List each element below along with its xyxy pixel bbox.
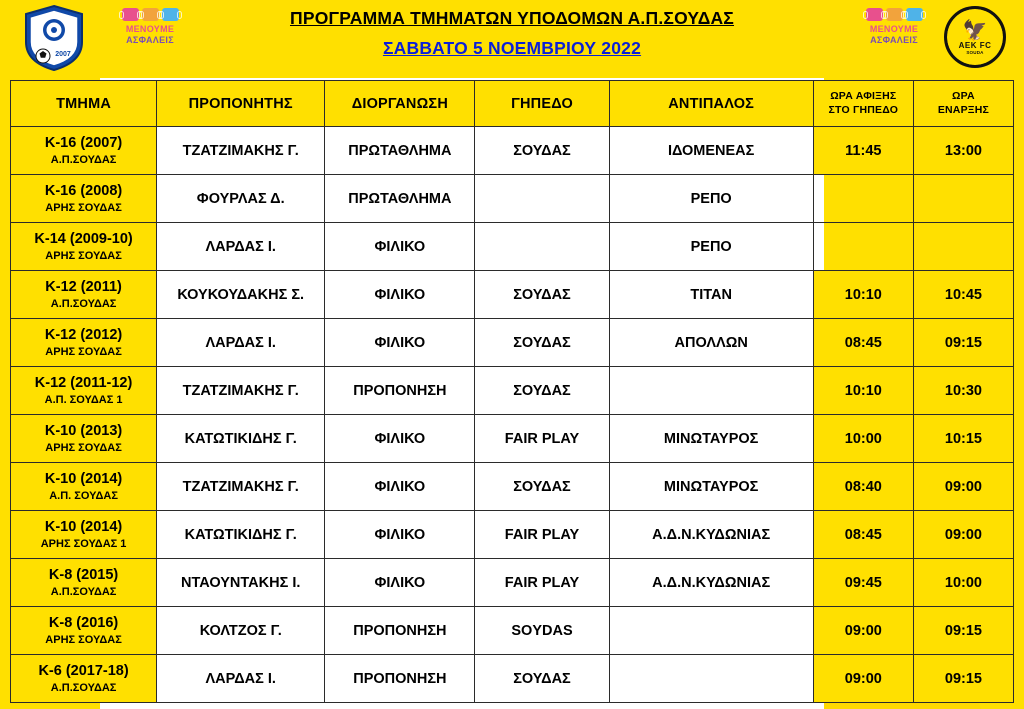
cell-team — [11, 607, 157, 655]
team-name-line2: Α.Π. ΣΟΥΔΑΣ 1 — [44, 393, 123, 406]
cell-opponent: ΜΙΝΩΤΑΥΡΟΣ — [609, 463, 813, 511]
cell-opponent — [609, 367, 813, 415]
mask-icon-pink — [122, 8, 139, 21]
cell-opponent: ΙΔΟΜΕΝΕΑΣ — [609, 127, 813, 175]
club-logo-right — [944, 6, 1008, 70]
column-header-coach: ΠΡΟΠΟΝΗΤΗΣ — [157, 81, 325, 127]
cell-arrival-time: 09:00 — [813, 655, 913, 703]
cell-field: ΣΟΥΔΑΣ — [475, 319, 609, 367]
team-name-line1: Κ-6 (2017-18) — [38, 662, 129, 679]
stay-safe-right-line2: ΑΣΦΑΛΕΙΣ — [870, 35, 918, 46]
page-subtitle-date: ΣΑΒΒΑΤΟ 5 ΝΟΕΜΒΡΙΟΥ 2022 — [382, 38, 642, 58]
cell-arrival-time: 09:45 — [813, 559, 913, 607]
cell-coach: ΦΟΥΡΛΑΣ Δ. — [157, 175, 325, 223]
cell-team — [11, 367, 157, 415]
cell-start-time: 09:15 — [913, 319, 1013, 367]
cell-opponent — [609, 655, 813, 703]
cell-coach: ΝΤΑΟΥΝΤΑΚΗΣ Ι. — [157, 559, 325, 607]
cell-start-time: 10:45 — [913, 271, 1013, 319]
eagle-icon: 🦅 — [962, 20, 988, 42]
team-name-line2: ΑΡΗΣ ΣΟΥΔΑΣ — [45, 633, 122, 646]
team-name-line2: ΑΡΗΣ ΣΟΥΔΑΣ 1 — [40, 537, 127, 550]
column-header-competition: ΔΙΟΡΓΑΝΩΣΗ — [325, 81, 475, 127]
cell-competition: ΠΡΩΤΑΘΛΗΜΑ — [325, 175, 475, 223]
column-header-start-time — [913, 81, 1013, 127]
column-header-arrival-line2: ΣΤΟ ΓΗΠΕΔΟ — [828, 103, 899, 116]
team-name-line1: Κ-16 (2008) — [44, 182, 123, 199]
cell-arrival-time: 08:45 — [813, 319, 913, 367]
cell-start-time: 09:15 — [913, 655, 1013, 703]
stay-safe-left-line1: ΜΕΝΟΥΜΕ — [125, 24, 175, 34]
team-name-line1: Κ-8 (2015) — [48, 566, 119, 583]
cell-arrival-time: 08:45 — [813, 511, 913, 559]
cell-field: ΣΟΥΔΑΣ — [475, 463, 609, 511]
team-name-line1: Κ-14 (2009-10) — [34, 230, 133, 247]
mask-icon-orange-right — [886, 8, 903, 21]
cell-field: ΣΟΥΔΑΣ — [475, 367, 609, 415]
table-row — [11, 271, 1014, 319]
cell-competition: ΠΡΟΠΟΝΗΣΗ — [325, 367, 475, 415]
poster-title-block — [200, 8, 824, 59]
soudas-crest-icon — [22, 4, 86, 72]
cell-field: ΣΟΥΔΑΣ — [475, 271, 609, 319]
cell-coach: ΚΑΤΩΤΙΚΙΔΗΣ Γ. — [157, 415, 325, 463]
table-row — [11, 559, 1014, 607]
cell-competition: ΦΙΛΙΚΟ — [325, 415, 475, 463]
mask-icon-blue — [162, 8, 179, 21]
cell-field: FAIR PLAY — [475, 559, 609, 607]
team-name-line2: Α.Π. ΣΟΥΔΑΣ — [49, 489, 118, 502]
aek-logo-subtext: SOUDA — [966, 50, 984, 55]
cell-field: FAIR PLAY — [475, 415, 609, 463]
cell-coach: ΚΟΥΚΟΥΔΑΚΗΣ Σ. — [157, 271, 325, 319]
table-row — [11, 175, 1014, 223]
cell-coach: ΤΖΑΤΖΙΜΑΚΗΣ Γ. — [157, 367, 325, 415]
cell-team — [11, 223, 157, 271]
aek-crest-icon — [944, 6, 1006, 68]
mask-icon-pink-right — [866, 8, 883, 21]
mask-icons-left — [108, 8, 192, 21]
cell-team — [11, 319, 157, 367]
column-header-team: ΤΜΗΜΑ — [11, 81, 157, 127]
cell-team — [11, 175, 157, 223]
cell-opponent: ΡΕΠΟ — [609, 223, 813, 271]
cell-competition: ΠΡΩΤΑΘΛΗΜΑ — [325, 127, 475, 175]
poster-header — [0, 0, 1024, 78]
team-name-line2: Α.Π.ΣΟΥΔΑΣ — [50, 681, 117, 694]
schedule-table-container — [10, 80, 1014, 703]
column-header-opponent: ΑΝΤΙΠΑΛΟΣ — [609, 81, 813, 127]
cell-field — [475, 175, 609, 223]
team-name-line2: ΑΡΗΣ ΣΟΥΔΑΣ — [45, 345, 122, 358]
cell-start-time — [913, 175, 1013, 223]
cell-start-time: 10:30 — [913, 367, 1013, 415]
column-header-arrival-line1: ΩΡΑ ΑΦΙΞΗΣ — [830, 90, 897, 103]
cell-opponent: Α.Δ.Ν.ΚΥΔΩΝΙΑΣ — [609, 559, 813, 607]
cell-start-time: 09:00 — [913, 511, 1013, 559]
cell-field: ΣΟΥΔΑΣ — [475, 127, 609, 175]
cell-competition: ΠΡΟΠΟΝΗΣΗ — [325, 655, 475, 703]
cell-coach: ΛΑΡΔΑΣ Ι. — [157, 655, 325, 703]
svg-text:2007: 2007 — [55, 51, 71, 58]
cell-opponent: ΡΕΠΟ — [609, 175, 813, 223]
cell-start-time: 09:00 — [913, 463, 1013, 511]
table-header — [11, 81, 1014, 127]
cell-team — [11, 415, 157, 463]
team-name-line2: ΑΡΗΣ ΣΟΥΔΑΣ — [45, 249, 122, 262]
cell-arrival-time: 10:00 — [813, 415, 913, 463]
cell-coach: ΚΟΛΤΖΟΣ Γ. — [157, 607, 325, 655]
table-row — [11, 607, 1014, 655]
column-header-arrival-time — [813, 81, 913, 127]
cell-competition: ΦΙΛΙΚΟ — [325, 463, 475, 511]
cell-coach: ΤΖΑΤΖΙΜΑΚΗΣ Γ. — [157, 463, 325, 511]
cell-start-time: 10:00 — [913, 559, 1013, 607]
cell-team — [11, 511, 157, 559]
team-name-line1: Κ-12 (2011) — [45, 278, 122, 295]
cell-competition: ΦΙΛΙΚΟ — [325, 223, 475, 271]
stay-safe-left-line2: ΑΣΦΑΛΕΙΣ — [126, 35, 174, 46]
team-name-line1: Κ-10 (2014) — [44, 470, 123, 487]
cell-start-time: 13:00 — [913, 127, 1013, 175]
cell-arrival-time — [813, 223, 913, 271]
cell-competition: ΦΙΛΙΚΟ — [325, 319, 475, 367]
cell-opponent — [609, 607, 813, 655]
column-header-field: ΓΗΠΕΔΟ — [475, 81, 609, 127]
team-name-line1: Κ-16 (2007) — [44, 134, 123, 151]
column-header-start-line1: ΩΡΑ — [952, 90, 975, 103]
team-name-line2: Α.Π.ΣΟΥΔΑΣ — [50, 585, 117, 598]
column-header-start-line2: ΕΝΑΡΞΗΣ — [937, 103, 990, 116]
mask-icon-orange — [142, 8, 159, 21]
cell-opponent: TITAN — [609, 271, 813, 319]
cell-start-time: 09:15 — [913, 607, 1013, 655]
cell-team — [11, 271, 157, 319]
team-name-line1: Κ-12 (2012) — [44, 326, 123, 343]
cell-coach: ΛΑΡΔΑΣ Ι. — [157, 319, 325, 367]
cell-coach: ΤΖΑΤΖΙΜΑΚΗΣ Γ. — [157, 127, 325, 175]
table-row — [11, 511, 1014, 559]
cell-opponent: ΑΠΟΛΛΩΝ — [609, 319, 813, 367]
table-row — [11, 319, 1014, 367]
cell-field: ΣΟΥΔΑΣ — [475, 655, 609, 703]
cell-team — [11, 559, 157, 607]
club-logo-left — [22, 4, 90, 74]
team-name-line1: Κ-10 (2013) — [44, 422, 123, 439]
table-row — [11, 223, 1014, 271]
cell-competition: ΦΙΛΙΚΟ — [325, 271, 475, 319]
table-row — [11, 127, 1014, 175]
cell-field: FAIR PLAY — [475, 511, 609, 559]
table-header-row — [11, 81, 1014, 127]
stay-safe-badge-right — [852, 8, 936, 47]
stay-safe-right-line1: ΜΕΝΟΥΜΕ — [869, 24, 919, 34]
mask-icons-right — [852, 8, 936, 21]
page-title: ΠΡΟΓΡΑΜΜΑ ΤΜΗΜΑΤΩΝ ΥΠΟΔΟΜΩΝ Α.Π.ΣΟΥΔΑΣ — [289, 8, 735, 28]
cell-arrival-time: 10:10 — [813, 367, 913, 415]
cell-team — [11, 463, 157, 511]
team-name-line1: Κ-8 (2016) — [48, 614, 119, 631]
cell-coach: ΛΑΡΔΑΣ Ι. — [157, 223, 325, 271]
table-row — [11, 655, 1014, 703]
cell-competition: ΠΡΟΠΟΝΗΣΗ — [325, 607, 475, 655]
cell-arrival-time: 10:10 — [813, 271, 913, 319]
mask-icon-blue-right — [906, 8, 923, 21]
cell-field: SOYDAS — [475, 607, 609, 655]
team-name-line2: Α.Π.ΣΟΥΔΑΣ — [50, 297, 117, 310]
cell-arrival-time: 08:40 — [813, 463, 913, 511]
cell-start-time: 10:15 — [913, 415, 1013, 463]
cell-opponent: Α.Δ.Ν.ΚΥΔΩΝΙΑΣ — [609, 511, 813, 559]
cell-team — [11, 127, 157, 175]
cell-arrival-time: 09:00 — [813, 607, 913, 655]
cell-competition: ΦΙΛΙΚΟ — [325, 559, 475, 607]
team-name-line1: Κ-10 (2014) — [44, 518, 123, 535]
team-name-line2: ΑΡΗΣ ΣΟΥΔΑΣ — [45, 201, 122, 214]
cell-arrival-time — [813, 175, 913, 223]
table-body — [11, 127, 1014, 703]
cell-field — [475, 223, 609, 271]
schedule-table — [10, 80, 1014, 703]
cell-competition: ΦΙΛΙΚΟ — [325, 511, 475, 559]
cell-arrival-time: 11:45 — [813, 127, 913, 175]
cell-start-time — [913, 223, 1013, 271]
table-row — [11, 367, 1014, 415]
team-name-line2: ΑΡΗΣ ΣΟΥΔΑΣ — [45, 441, 122, 454]
aek-logo-text: AEK FC — [958, 41, 992, 50]
team-name-line1: Κ-12 (2011-12) — [34, 374, 133, 391]
aek-crest-inner — [947, 9, 1003, 65]
team-name-line2: Α.Π.ΣΟΥΔΑΣ — [50, 153, 117, 166]
stay-safe-badge-left — [108, 8, 192, 47]
cell-coach: ΚΑΤΩΤΙΚΙΔΗΣ Γ. — [157, 511, 325, 559]
cell-team — [11, 655, 157, 703]
cell-opponent: ΜΙΝΩΤΑΥΡΟΣ — [609, 415, 813, 463]
table-row — [11, 415, 1014, 463]
table-row — [11, 463, 1014, 511]
